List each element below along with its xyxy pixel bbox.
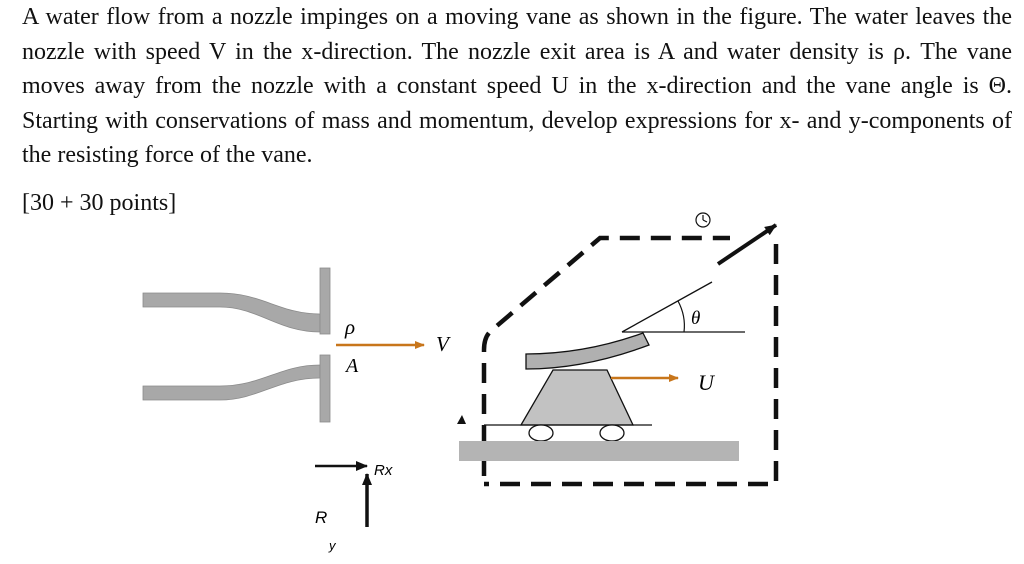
force-y-subscript: y <box>329 538 336 553</box>
area-label: A <box>346 355 359 377</box>
clock-icon <box>696 213 710 227</box>
cart-wheel-right <box>600 425 624 441</box>
density-label: ρ <box>345 315 356 339</box>
ground-surface <box>459 441 739 461</box>
vane-angle-arc <box>678 301 684 332</box>
force-x-label: Rx <box>374 462 393 479</box>
jet-speed-label: V <box>436 332 449 356</box>
outflow-arrow-icon <box>718 225 776 264</box>
vane-angle-label: θ <box>691 308 701 329</box>
nozzle-flange-top <box>320 268 330 334</box>
nozzle-upper-wall <box>143 293 320 332</box>
nozzle-flange-bottom <box>320 355 330 422</box>
points-label: [30 + 30 points] <box>22 190 177 216</box>
problem-statement: A water flow from a nozzle impinges on a moving vane as shown in the figure. The water leaves the nozzle with speed V in the x-direction. The nozzle exit area is A and water density is ρ. The vane moves away from the nozzle with a constant speed U in the x-direction and the vane angle is Θ. Starting with conservations of mass and momentum, develop expressions for x- and y-components of the resisting force of the vane. <box>22 4 1012 168</box>
cart-wheel-left <box>529 425 553 441</box>
vane-speed-label: U <box>698 370 714 395</box>
nozzle-lower-wall <box>143 365 320 400</box>
force-y-label: R <box>315 508 328 527</box>
curved-vane <box>526 333 649 369</box>
small-tick-mark <box>457 415 466 424</box>
